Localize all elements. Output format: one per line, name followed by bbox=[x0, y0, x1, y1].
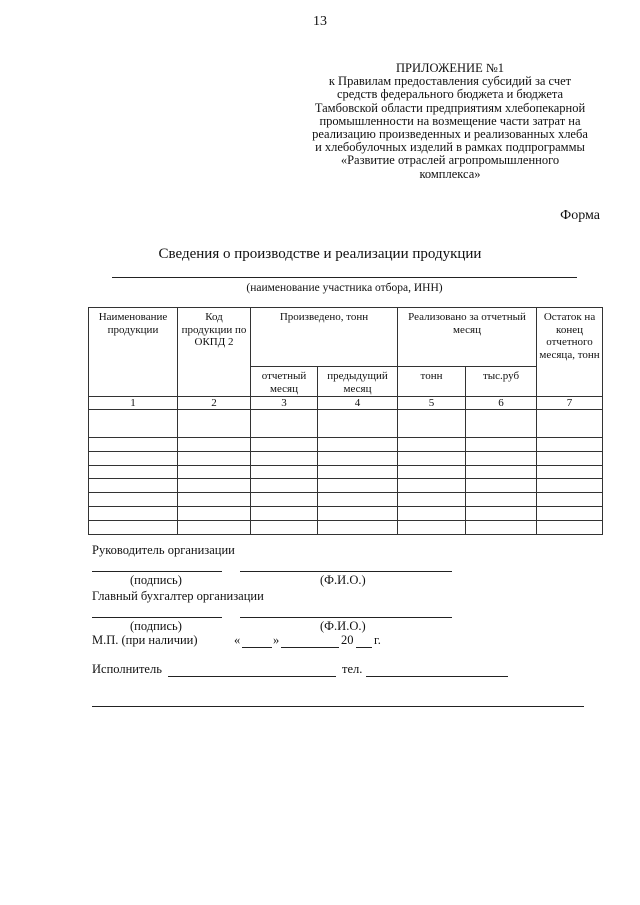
table-cell[interactable] bbox=[537, 438, 603, 452]
table-cell[interactable] bbox=[89, 520, 178, 534]
table-cell[interactable] bbox=[251, 438, 318, 452]
head-of-organization-label: Руководитель организации bbox=[92, 543, 235, 557]
column-number: 1 bbox=[89, 397, 178, 410]
accountant-signature-caption: (подпись) bbox=[130, 619, 182, 633]
header-produced-current: отчетный месяц bbox=[251, 367, 318, 397]
table-row bbox=[89, 493, 603, 507]
accountant-signature-line[interactable] bbox=[92, 617, 222, 618]
table-cell[interactable] bbox=[318, 520, 398, 534]
header-product-name: Наименование продукции bbox=[89, 308, 178, 397]
table-cell[interactable] bbox=[251, 410, 318, 438]
head-signature-line[interactable] bbox=[92, 571, 222, 572]
table-cell[interactable] bbox=[466, 451, 537, 465]
document-title: Сведения о производстве и реализации продукции bbox=[158, 246, 482, 262]
table-cell[interactable] bbox=[251, 479, 318, 493]
table-row bbox=[89, 506, 603, 520]
table-cell[interactable] bbox=[537, 410, 603, 438]
table-cell[interactable] bbox=[398, 451, 466, 465]
table-cell[interactable] bbox=[178, 451, 251, 465]
production-table bbox=[88, 307, 603, 535]
table-cell[interactable] bbox=[318, 438, 398, 452]
date-day-line[interactable] bbox=[242, 647, 272, 648]
table-cell[interactable] bbox=[466, 410, 537, 438]
page-number: 13 bbox=[313, 14, 327, 29]
table-cell[interactable] bbox=[89, 506, 178, 520]
date-close-quote: » bbox=[273, 633, 280, 647]
table-cell[interactable] bbox=[398, 493, 466, 507]
table-cell[interactable] bbox=[251, 465, 318, 479]
table-cell[interactable] bbox=[466, 465, 537, 479]
table-cell[interactable] bbox=[318, 506, 398, 520]
table-row bbox=[89, 465, 603, 479]
table-cell[interactable] bbox=[318, 479, 398, 493]
date-year-prefix: 20 bbox=[341, 633, 354, 647]
table-cell[interactable] bbox=[537, 493, 603, 507]
head-fio-caption: (Ф.И.О.) bbox=[320, 573, 366, 587]
table-cell[interactable] bbox=[537, 506, 603, 520]
table-cell[interactable] bbox=[251, 520, 318, 534]
table-cell[interactable] bbox=[398, 520, 466, 534]
date-open-quote: « bbox=[234, 633, 241, 647]
column-number: 3 bbox=[251, 397, 318, 410]
table-cell[interactable] bbox=[89, 465, 178, 479]
table-cell[interactable] bbox=[178, 465, 251, 479]
appendix-line: средств федерального бюджета и бюджета bbox=[336, 87, 564, 102]
table-row bbox=[89, 520, 603, 534]
appendix-line: Тамбовской области предприятиям хлебопекарной bbox=[314, 100, 586, 115]
date-year-suffix: г. bbox=[374, 633, 381, 647]
column-number: 4 bbox=[318, 397, 398, 410]
table-cell[interactable] bbox=[466, 479, 537, 493]
column-number: 5 bbox=[398, 397, 466, 410]
table-cell[interactable] bbox=[466, 520, 537, 534]
column-number-row bbox=[89, 397, 603, 410]
table-cell[interactable] bbox=[398, 506, 466, 520]
table-cell[interactable] bbox=[178, 438, 251, 452]
column-number: 2 bbox=[178, 397, 251, 410]
table-cell[interactable] bbox=[537, 465, 603, 479]
appendix-line: ПРИЛОЖЕНИЕ №1 bbox=[395, 61, 505, 75]
appendix-line: к Правилам предоставления субсидий за счет bbox=[328, 74, 572, 89]
table-row bbox=[89, 410, 603, 438]
participant-name-line[interactable] bbox=[112, 277, 577, 278]
table-cell[interactable] bbox=[251, 506, 318, 520]
appendix-line: комплекса» bbox=[419, 166, 481, 181]
table-cell[interactable] bbox=[89, 438, 178, 452]
participant-caption: (наименование участника отбора, ИНН) bbox=[246, 282, 443, 294]
table-cell[interactable] bbox=[318, 493, 398, 507]
date-month-line[interactable] bbox=[281, 647, 339, 648]
phone-line[interactable] bbox=[366, 676, 508, 677]
table-cell[interactable] bbox=[466, 438, 537, 452]
appendix-line: «Развитие отраслей агропромышленного bbox=[340, 153, 560, 168]
bottom-separator bbox=[92, 706, 584, 707]
table-cell[interactable] bbox=[178, 410, 251, 438]
table-cell[interactable] bbox=[398, 465, 466, 479]
table-cell[interactable] bbox=[178, 506, 251, 520]
date-year-line[interactable] bbox=[356, 647, 372, 648]
column-number: 7 bbox=[537, 397, 603, 410]
header-produced: Произведено, тонн bbox=[251, 308, 398, 367]
table-cell[interactable] bbox=[537, 520, 603, 534]
table-cell[interactable] bbox=[251, 493, 318, 507]
table-cell[interactable] bbox=[89, 493, 178, 507]
appendix-line: и хлебобулочных изделий в рамках подпрограммы bbox=[315, 140, 585, 155]
table-row bbox=[89, 479, 603, 493]
accountant-fio-caption: (Ф.И.О.) bbox=[320, 619, 366, 633]
table-cell[interactable] bbox=[466, 506, 537, 520]
table-cell[interactable] bbox=[251, 451, 318, 465]
table-cell[interactable] bbox=[537, 479, 603, 493]
table-cell[interactable] bbox=[89, 410, 178, 438]
header-product-code: Код продукции по ОКПД 2 bbox=[178, 308, 251, 397]
table-cell[interactable] bbox=[318, 451, 398, 465]
appendix-line: реализацию произведенных и реализованных хлеба bbox=[312, 127, 588, 142]
table-cell[interactable] bbox=[178, 520, 251, 534]
table-cell[interactable] bbox=[537, 451, 603, 465]
table-cell[interactable] bbox=[178, 493, 251, 507]
phone-label: тел. bbox=[342, 662, 363, 676]
head-signature-caption: (подпись) bbox=[130, 573, 182, 587]
header-sold-rub: тыс.руб bbox=[466, 367, 537, 397]
table-row bbox=[89, 451, 603, 465]
table-cell[interactable] bbox=[398, 479, 466, 493]
table-cell[interactable] bbox=[178, 479, 251, 493]
table-cell[interactable] bbox=[398, 438, 466, 452]
header-produced-previous: предыдущий месяц bbox=[318, 367, 398, 397]
appendix-line: промышленности на возмещение части затрат на bbox=[319, 113, 581, 128]
executor-label: Исполнитель bbox=[92, 662, 162, 676]
table-cell[interactable] bbox=[318, 465, 398, 479]
accountant-fio-line[interactable] bbox=[240, 617, 452, 618]
table-cell[interactable] bbox=[318, 410, 398, 438]
header-remaining: Остаток на конец отчетного месяца, тонн bbox=[537, 308, 603, 397]
table-cell[interactable] bbox=[89, 479, 178, 493]
column-number: 6 bbox=[466, 397, 537, 410]
table-cell[interactable] bbox=[89, 451, 178, 465]
chief-accountant-label: Главный бухгалтер организации bbox=[92, 589, 264, 603]
head-fio-line[interactable] bbox=[240, 571, 452, 572]
seal-label: М.П. (при наличии) bbox=[92, 633, 198, 647]
form-label: Форма bbox=[560, 208, 600, 223]
header-sold-tons: тонн bbox=[398, 367, 466, 397]
table-row bbox=[89, 438, 603, 452]
executor-line[interactable] bbox=[168, 676, 336, 677]
table-cell[interactable] bbox=[466, 493, 537, 507]
appendix-header bbox=[300, 62, 600, 181]
header-sold: Реализовано за отчетный месяц bbox=[398, 308, 537, 367]
table-cell[interactable] bbox=[398, 410, 466, 438]
